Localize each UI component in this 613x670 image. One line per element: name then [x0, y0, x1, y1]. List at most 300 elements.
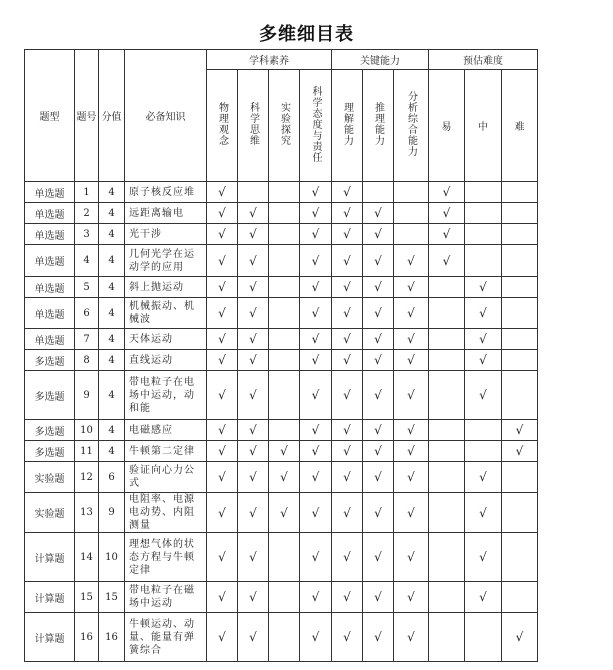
cell-mark [363, 182, 394, 203]
check-icon: √ [407, 332, 415, 346]
cell-type: 实验题 [25, 493, 75, 533]
cell-mark [429, 182, 465, 203]
cell-mark [394, 182, 429, 203]
cell-num: 8 [75, 350, 99, 371]
check-icon: √ [374, 332, 382, 346]
check-icon: √ [343, 423, 351, 437]
check-icon: √ [218, 470, 226, 484]
cell-mark [207, 420, 238, 441]
check-icon: √ [218, 253, 226, 268]
check-icon: √ [343, 505, 351, 520]
cell-mark [363, 462, 394, 493]
cell-mark [465, 441, 502, 462]
cell-mark [363, 582, 394, 613]
cell-mark [465, 462, 502, 493]
check-icon: √ [311, 306, 320, 320]
header-sub: 推理能力 [363, 70, 394, 182]
table-row [25, 350, 538, 371]
cell-mark [502, 371, 538, 420]
cell-mark [429, 613, 465, 662]
cell-mark [300, 441, 332, 462]
check-icon: √ [479, 550, 487, 564]
cell-knowledge: 直线运动 [125, 350, 207, 371]
check-icon: √ [407, 550, 415, 564]
table-row [25, 533, 538, 582]
cell-mark [394, 462, 429, 493]
table-row [25, 613, 538, 662]
check-icon: √ [374, 353, 382, 367]
cell-mark [207, 493, 238, 533]
table-row [25, 420, 538, 441]
cell-num: 3 [75, 224, 99, 245]
check-icon: √ [218, 388, 226, 402]
check-icon: √ [249, 227, 257, 241]
cell-mark [332, 224, 363, 245]
cell-mark [269, 224, 300, 245]
cell-mark [363, 350, 394, 371]
cell-mark [502, 493, 538, 533]
cell-mark [207, 613, 238, 662]
check-icon: √ [479, 353, 487, 367]
check-icon: √ [249, 590, 257, 604]
cell-mark [207, 350, 238, 371]
cell-mark [363, 224, 394, 245]
cell-mark [300, 582, 332, 613]
cell-mark [238, 533, 269, 582]
cell-mark [332, 420, 363, 441]
cell-mark [465, 298, 502, 329]
check-icon: √ [218, 590, 226, 604]
cell-num: 11 [75, 441, 99, 462]
cell-mark [269, 462, 300, 493]
check-icon: √ [311, 590, 320, 604]
check-icon: √ [218, 306, 226, 320]
cell-mark [502, 298, 538, 329]
cell-mark [332, 371, 363, 420]
table-row [25, 493, 538, 533]
check-icon: √ [311, 423, 320, 437]
cell-mark [363, 203, 394, 224]
check-icon: √ [280, 470, 288, 484]
cell-knowledge: 原子核反应堆 [125, 182, 207, 203]
cell-mark [300, 420, 332, 441]
cell-mark [465, 420, 502, 441]
cell-mark [269, 298, 300, 329]
check-icon: √ [374, 590, 382, 604]
check-icon: √ [311, 206, 320, 220]
cell-mark [502, 224, 538, 245]
check-icon: √ [249, 388, 257, 402]
check-icon: √ [249, 470, 257, 484]
table-row [25, 203, 538, 224]
table-row [25, 371, 538, 420]
cell-mark [207, 182, 238, 203]
cell-mark [300, 371, 332, 420]
cell-mark [269, 582, 300, 613]
cell-mark [429, 582, 465, 613]
table-row [25, 582, 538, 613]
check-icon: √ [343, 630, 351, 644]
cell-knowledge: 牛顿运动、动量、能量有弹簧综合 [125, 613, 207, 662]
cell-knowledge: 理想气体的状态方程与牛顿定律 [125, 533, 207, 582]
check-icon: √ [407, 280, 415, 294]
cell-mark [207, 277, 238, 298]
cell-mark [502, 277, 538, 298]
cell-mark [394, 441, 429, 462]
cell-mark [238, 371, 269, 420]
cell-num: 5 [75, 277, 99, 298]
cell-num: 1 [75, 182, 99, 203]
check-icon: √ [249, 353, 257, 367]
cell-type: 单选题 [25, 224, 75, 245]
check-icon: √ [515, 630, 524, 644]
cell-mark [429, 350, 465, 371]
cell-mark [300, 277, 332, 298]
check-icon: √ [343, 590, 351, 604]
check-icon: √ [515, 423, 524, 437]
check-icon: √ [374, 505, 382, 520]
cell-mark [269, 441, 300, 462]
cell-num: 12 [75, 462, 99, 493]
cell-score: 15 [99, 582, 125, 613]
check-icon: √ [407, 253, 415, 268]
check-icon: √ [280, 505, 288, 520]
check-icon: √ [249, 206, 257, 220]
detail-table [24, 49, 538, 662]
cell-mark [332, 441, 363, 462]
cell-num: 13 [75, 493, 99, 533]
header-group-literacy: 学科素养 [207, 50, 332, 70]
cell-mark [502, 533, 538, 582]
cell-mark [300, 533, 332, 582]
cell-mark [269, 420, 300, 441]
cell-num: 9 [75, 371, 99, 420]
check-icon: √ [343, 227, 351, 241]
check-icon: √ [280, 444, 288, 458]
table-row [25, 329, 538, 350]
cell-mark [502, 203, 538, 224]
cell-mark [394, 203, 429, 224]
cell-mark [363, 493, 394, 533]
cell-mark [394, 420, 429, 441]
check-icon: √ [218, 423, 226, 437]
check-icon: √ [374, 470, 382, 484]
cell-knowledge: 带电粒子在电场中运动，动和能 [125, 371, 207, 420]
check-icon: √ [218, 444, 226, 458]
check-icon: √ [343, 185, 351, 199]
cell-mark [332, 182, 363, 203]
cell-mark [238, 224, 269, 245]
check-icon: √ [343, 470, 351, 484]
cell-mark [300, 493, 332, 533]
cell-type: 计算题 [25, 613, 75, 662]
cell-mark [332, 203, 363, 224]
cell-mark [429, 329, 465, 350]
cell-score: 4 [99, 329, 125, 350]
cell-mark [269, 533, 300, 582]
check-icon: √ [343, 332, 351, 346]
header-sub: 难 [502, 70, 538, 182]
cell-score: 9 [99, 493, 125, 533]
check-icon: √ [407, 306, 415, 320]
cell-num: 4 [75, 245, 99, 277]
header-sub: 理解能力 [332, 70, 363, 182]
check-icon: √ [311, 630, 320, 644]
check-icon: √ [479, 388, 487, 402]
cell-mark [300, 182, 332, 203]
cell-mark [300, 329, 332, 350]
cell-mark [363, 277, 394, 298]
cell-mark [363, 613, 394, 662]
cell-mark [465, 182, 502, 203]
cell-type: 单选题 [25, 298, 75, 329]
cell-mark [502, 462, 538, 493]
cell-mark [465, 582, 502, 613]
cell-mark [502, 182, 538, 203]
cell-mark [363, 245, 394, 277]
cell-knowledge: 带电粒子在磁场中运动 [125, 582, 207, 613]
cell-mark [238, 298, 269, 329]
header-sub: 物理观念 [207, 70, 238, 182]
check-icon: √ [343, 280, 351, 294]
cell-mark [269, 613, 300, 662]
header-type: 题型 [25, 50, 75, 182]
cell-type: 计算题 [25, 533, 75, 582]
check-icon: √ [343, 206, 351, 220]
cell-mark [394, 350, 429, 371]
check-icon: √ [218, 185, 226, 199]
check-icon: √ [249, 630, 257, 644]
cell-type: 实验题 [25, 462, 75, 493]
cell-mark [429, 224, 465, 245]
cell-score: 4 [99, 224, 125, 245]
check-icon: √ [407, 470, 415, 484]
cell-mark [238, 277, 269, 298]
check-icon: √ [311, 505, 320, 520]
cell-mark [429, 203, 465, 224]
cell-mark [238, 582, 269, 613]
check-icon: √ [343, 253, 351, 268]
check-icon: √ [249, 505, 257, 520]
cell-mark [394, 613, 429, 662]
cell-num: 16 [75, 613, 99, 662]
cell-mark [394, 493, 429, 533]
header-sub: 易 [429, 70, 465, 182]
check-icon: √ [407, 353, 415, 367]
check-icon: √ [442, 185, 451, 199]
cell-knowledge: 电磁感应 [125, 420, 207, 441]
cell-mark [269, 493, 300, 533]
cell-num: 2 [75, 203, 99, 224]
cell-mark [238, 462, 269, 493]
cell-mark [502, 582, 538, 613]
check-icon: √ [249, 550, 257, 564]
cell-num: 15 [75, 582, 99, 613]
cell-mark [363, 441, 394, 462]
cell-mark [300, 462, 332, 493]
header-group-difficulty: 预估难度 [429, 50, 538, 70]
cell-mark [238, 245, 269, 277]
cell-score: 4 [99, 298, 125, 329]
cell-mark [238, 350, 269, 371]
cell-mark [269, 277, 300, 298]
check-icon: √ [407, 590, 415, 604]
cell-mark [238, 420, 269, 441]
check-icon: √ [374, 280, 382, 294]
cell-mark [269, 329, 300, 350]
cell-num: 14 [75, 533, 99, 582]
cell-knowledge: 电阻率、电源电动势、内阻测量 [125, 493, 207, 533]
check-icon: √ [343, 444, 351, 458]
check-icon: √ [343, 550, 351, 564]
check-icon: √ [311, 253, 320, 268]
cell-mark [332, 493, 363, 533]
cell-mark [238, 329, 269, 350]
cell-mark [429, 277, 465, 298]
cell-mark [394, 329, 429, 350]
cell-mark [429, 462, 465, 493]
cell-mark [238, 203, 269, 224]
check-icon: √ [249, 444, 257, 458]
cell-type: 单选题 [25, 182, 75, 203]
header-score: 分值 [99, 50, 125, 182]
check-icon: √ [407, 423, 415, 437]
check-icon: √ [311, 227, 320, 241]
check-icon: √ [218, 280, 226, 294]
cell-mark [394, 245, 429, 277]
cell-num: 10 [75, 420, 99, 441]
cell-mark [207, 329, 238, 350]
check-icon: √ [218, 353, 226, 367]
cell-mark [238, 182, 269, 203]
cell-score: 10 [99, 533, 125, 582]
check-icon: √ [343, 306, 351, 320]
header-sub: 科学态度与责任 [300, 70, 332, 182]
cell-mark [363, 371, 394, 420]
cell-mark [332, 582, 363, 613]
cell-type: 单选题 [25, 245, 75, 277]
cell-score: 4 [99, 203, 125, 224]
cell-mark [332, 533, 363, 582]
cell-knowledge: 斜上抛运动 [125, 277, 207, 298]
check-icon: √ [479, 505, 487, 520]
cell-mark [332, 613, 363, 662]
table-row [25, 441, 538, 462]
cell-num: 7 [75, 329, 99, 350]
cell-mark [429, 245, 465, 277]
check-icon: √ [442, 206, 451, 220]
table-body [25, 182, 538, 662]
table-row [25, 182, 538, 203]
check-icon: √ [442, 253, 451, 268]
cell-score: 4 [99, 420, 125, 441]
check-icon: √ [249, 253, 257, 268]
cell-mark [269, 371, 300, 420]
page-title: 多维细目表 [259, 24, 354, 45]
cell-score: 4 [99, 441, 125, 462]
check-icon: √ [311, 388, 320, 402]
cell-mark [238, 441, 269, 462]
check-icon: √ [374, 253, 382, 268]
check-icon: √ [311, 185, 320, 199]
cell-mark [465, 329, 502, 350]
check-icon: √ [479, 280, 487, 294]
cell-mark [465, 493, 502, 533]
cell-score: 4 [99, 371, 125, 420]
table-row [25, 298, 538, 329]
check-icon: √ [311, 332, 320, 346]
cell-num: 6 [75, 298, 99, 329]
check-icon: √ [374, 206, 382, 220]
cell-mark [502, 420, 538, 441]
check-icon: √ [479, 470, 487, 484]
cell-knowledge: 光干涉 [125, 224, 207, 245]
header-knowledge: 必备知识 [125, 50, 207, 182]
check-icon: √ [218, 630, 226, 644]
check-icon: √ [374, 550, 382, 564]
cell-mark [394, 277, 429, 298]
cell-mark [300, 298, 332, 329]
check-icon: √ [343, 353, 351, 367]
cell-type: 多选题 [25, 420, 75, 441]
cell-mark [502, 245, 538, 277]
cell-mark [300, 613, 332, 662]
cell-score: 4 [99, 245, 125, 277]
cell-mark [465, 203, 502, 224]
cell-mark [238, 613, 269, 662]
check-icon: √ [311, 550, 320, 564]
check-icon: √ [479, 590, 487, 604]
cell-score: 4 [99, 277, 125, 298]
cell-score: 6 [99, 462, 125, 493]
check-icon: √ [218, 227, 226, 241]
check-icon: √ [442, 227, 451, 241]
header-group-ability: 关键能力 [332, 50, 429, 70]
cell-mark [394, 298, 429, 329]
cell-mark [465, 371, 502, 420]
cell-mark [207, 224, 238, 245]
check-icon: √ [515, 444, 524, 458]
check-icon: √ [311, 353, 320, 367]
cell-mark [300, 203, 332, 224]
cell-type: 多选题 [25, 441, 75, 462]
check-icon: √ [407, 630, 415, 644]
check-icon: √ [249, 306, 257, 320]
cell-mark [269, 182, 300, 203]
cell-mark [207, 582, 238, 613]
table-row [25, 245, 538, 277]
cell-knowledge: 远距离输电 [125, 203, 207, 224]
cell-mark [465, 277, 502, 298]
cell-score: 4 [99, 182, 125, 203]
cell-mark [332, 298, 363, 329]
cell-mark [465, 350, 502, 371]
cell-mark [269, 203, 300, 224]
cell-mark [394, 224, 429, 245]
check-icon: √ [479, 332, 487, 346]
cell-mark [207, 533, 238, 582]
cell-mark [394, 582, 429, 613]
cell-knowledge: 牛顿第二定律 [125, 441, 207, 462]
cell-knowledge: 验证向心力公式 [125, 462, 207, 493]
cell-score: 16 [99, 613, 125, 662]
cell-mark [465, 245, 502, 277]
cell-type: 单选题 [25, 329, 75, 350]
check-icon: √ [407, 444, 415, 458]
check-icon: √ [218, 550, 226, 564]
cell-type: 多选题 [25, 371, 75, 420]
cell-mark [207, 203, 238, 224]
